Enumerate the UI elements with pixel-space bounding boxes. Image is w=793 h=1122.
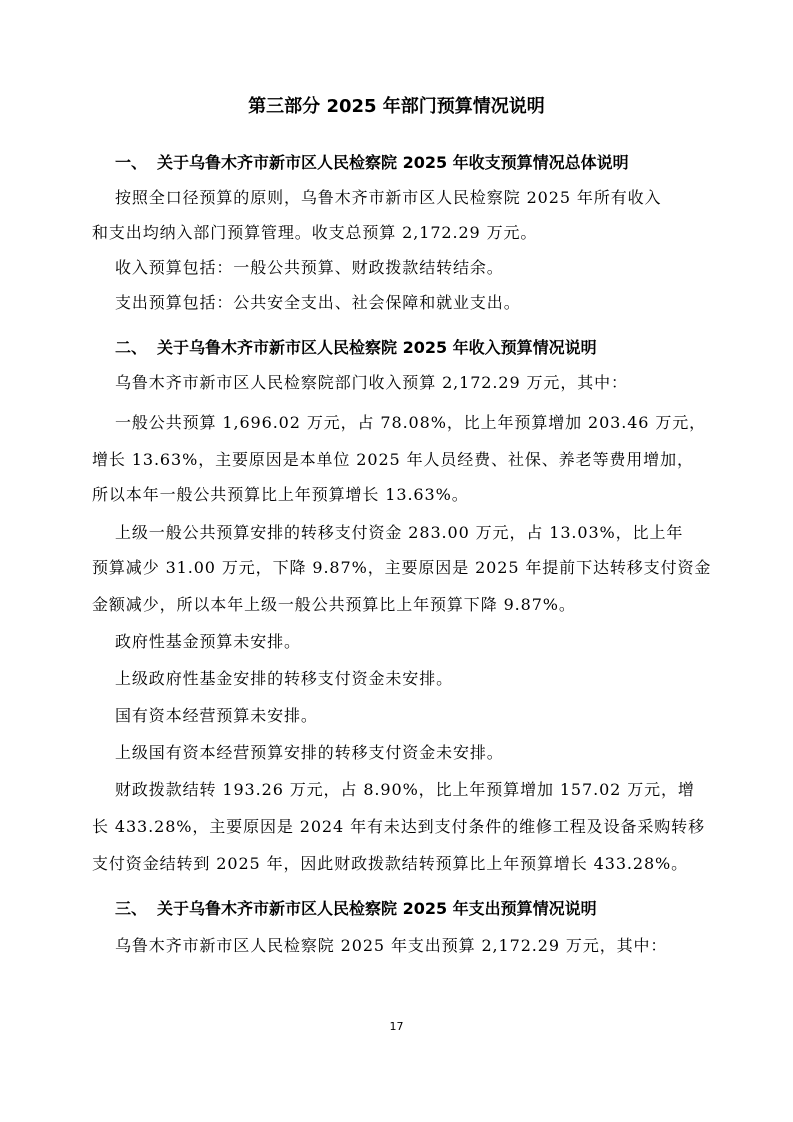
section-heading-1 (115, 152, 629, 174)
paragraph-line: 长 433.28%，主要原因是 2024 年有未达到支付条件的维修工程及设备采购转移 (92, 817, 705, 836)
paragraph-line: 财政拨款结转 193.26 万元，占 8.90%，比上年预算增加 157.02 万元，增 (115, 780, 695, 799)
paragraph-line: 上级国有资本经营预算安排的转移支付资金未安排。 (115, 743, 504, 762)
paragraph-line: 乌鲁木齐市新市区人民检察院 2025 年支出预算 2,172.29 万元，其中： (115, 936, 668, 955)
page-number: 17 (389, 1020, 404, 1033)
paragraph-line: 上级政府性基金安排的转移支付资金未安排。 (115, 669, 454, 688)
paragraph-line: 政府性基金预算未安排。 (115, 632, 301, 651)
section-heading-2 (115, 337, 597, 359)
paragraph-line: 所以本年一般公共预算比上年预算增长 13.63%。 (92, 485, 469, 504)
paragraph-line: 和支出均纳入部门预算管理。收支总预算 2,172.29 万元。 (92, 223, 538, 242)
paragraph-line: 一般公共预算 1,696.02 万元，占 78.08%，比上年预算增加 203.46 万元， (115, 413, 707, 432)
paragraph-line: 按照全口径预算的原则，乌鲁木齐市新市区人民检察院 2025 年所有收入 (115, 188, 662, 207)
paragraph-line: 上级一般公共预算安排的转移支付资金 283.00 万元，占 13.03%，比上年 (115, 523, 684, 542)
section-title-2: 关于乌鲁木齐市新市区人民检察院 2025 年收入预算情况说明 (157, 338, 597, 357)
section-number-1: 一、 (115, 153, 148, 172)
section-number-2: 二、 (115, 338, 148, 357)
paragraph-line: 增长 13.63%，主要原因是本单位 2025 年人员经费、社保、养老等费用增加， (92, 450, 694, 469)
paragraph-line: 乌鲁木齐市新市区人民检察院部门收入预算 2,172.29 万元，其中： (115, 373, 628, 392)
paragraph-line: 支付资金结转到 2025 年，因此财政拨款结转预算比上年预算增长 433.28%。 (92, 854, 689, 873)
section-heading-3 (115, 898, 597, 920)
section-number-3: 三、 (115, 899, 148, 918)
paragraph-line: 收入预算包括：一般公共预算、财政拨款结转结余。 (115, 258, 504, 277)
page-title: 第三部分 2025 年部门预算情况说明 (248, 96, 545, 117)
paragraph-line: 支出预算包括：公共安全支出、社会保障和就业支出。 (115, 293, 521, 312)
section-title-1: 关于乌鲁木齐市新市区人民检察院 2025 年收支预算情况总体说明 (157, 153, 629, 172)
paragraph-line: 金额减少，所以本年上级一般公共预算比上年预算下降 9.87%。 (92, 595, 576, 614)
paragraph-line: 国有资本经营预算未安排。 (115, 706, 318, 725)
paragraph-line: 预算减少 31.00 万元，下降 9.87%，主要原因是 2025 年提前下达转移支付资金 (92, 558, 712, 577)
section-title-3: 关于乌鲁木齐市新市区人民检察院 2025 年支出预算情况说明 (157, 899, 597, 918)
